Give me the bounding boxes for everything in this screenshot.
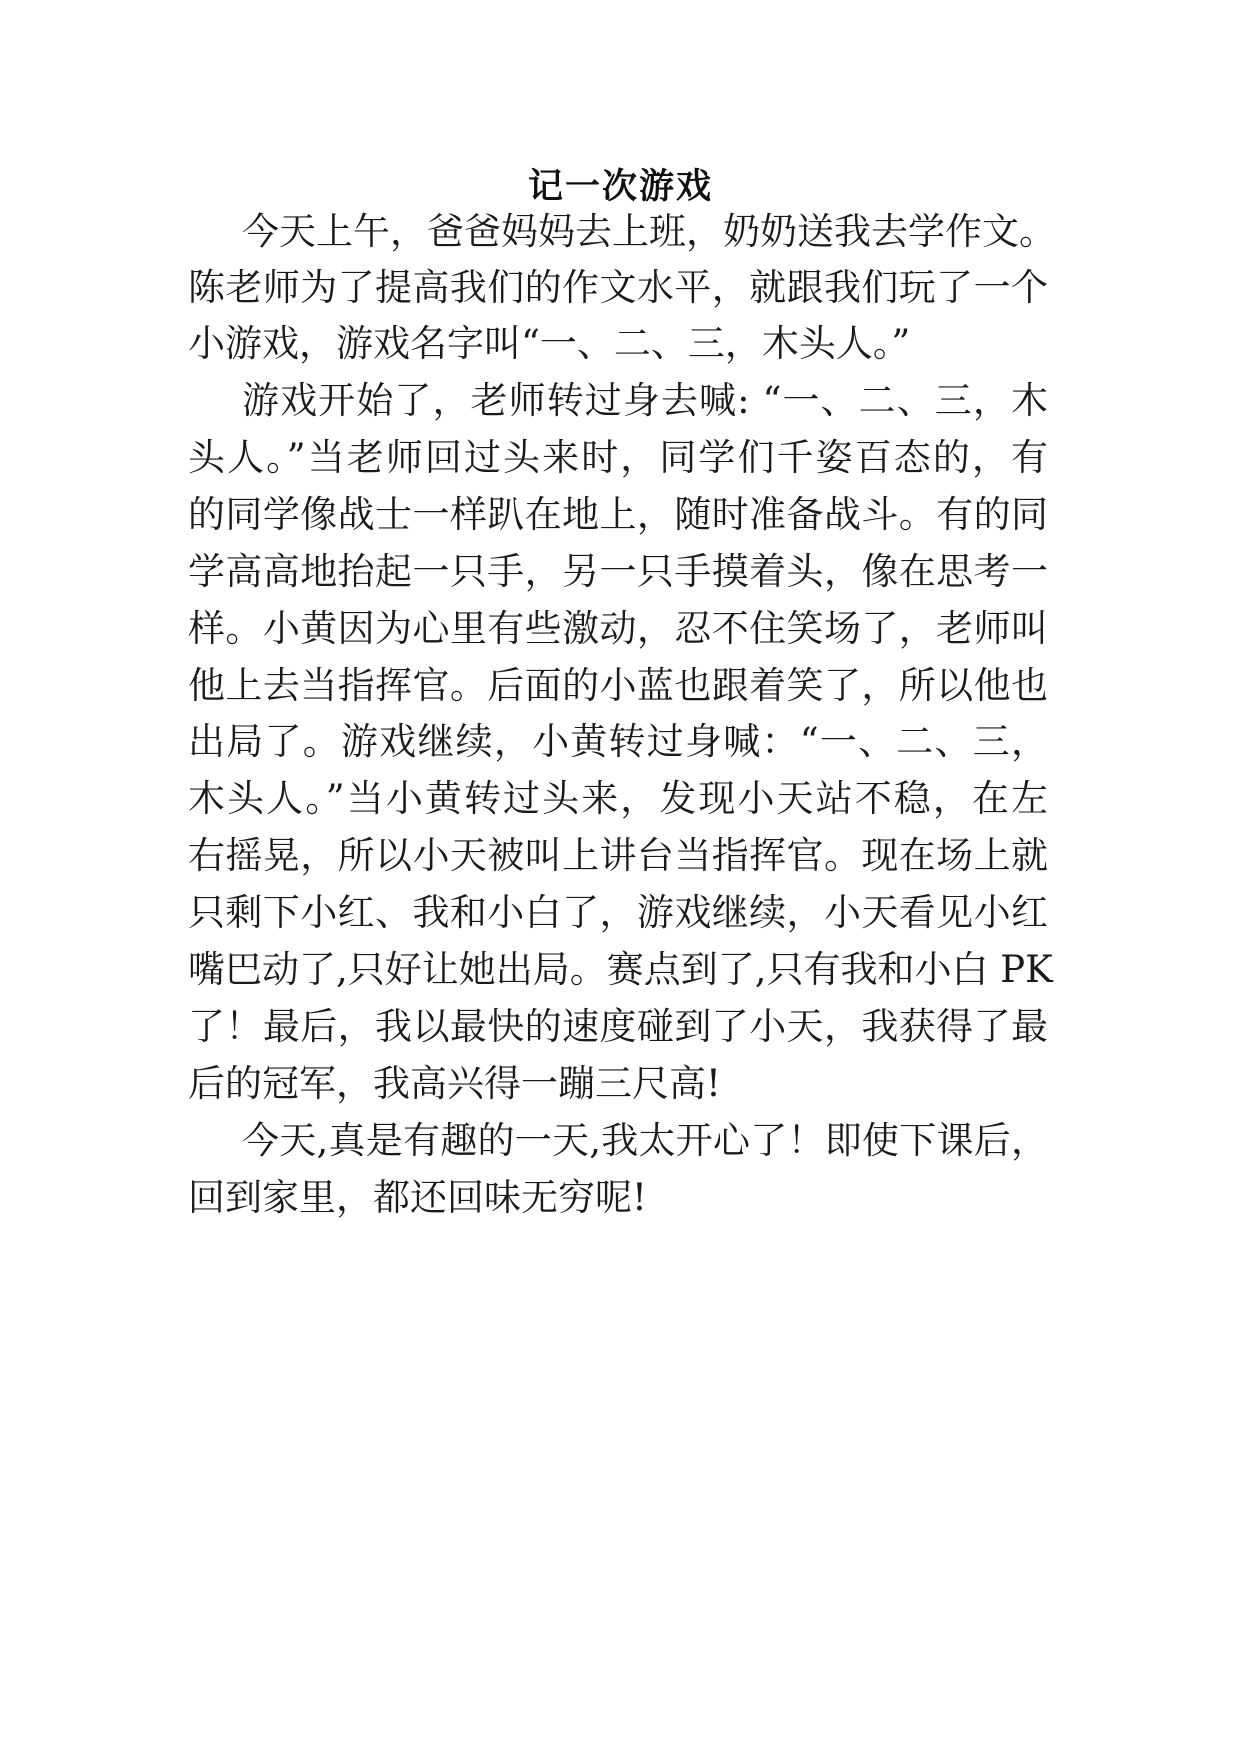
paragraph-2-line-11: 嘴巴动了,只好让她出局。赛点到了,只有我和小白 PK xyxy=(188,948,1053,991)
paragraph-2-line-1: 游戏开始了，老师转过身去喊: “一、二、三，木 xyxy=(242,379,1048,422)
paragraph-2-line-5: 样。小黄因为心里有些激动，忍不住笑场了，老师叫 xyxy=(188,607,1048,650)
paragraph-1-line-1: 今天上午，爸爸妈妈去上班，奶奶送我去学作文。 xyxy=(242,210,1056,253)
paragraph-2-line-6: 他上去当指挥官。后面的小蓝也跟着笑了，所以他也 xyxy=(188,664,1048,707)
paragraph-2-line-12: 了！最后，我以最快的速度碰到了小天，我获得了最 xyxy=(188,1005,1048,1048)
paragraph-2-line-13: 后的冠军，我高兴得一蹦三尺高! xyxy=(188,1062,721,1105)
paragraph-2-line-3: 的同学像战士一样趴在地上，随时准备战斗。有的同 xyxy=(188,493,1048,536)
paragraph-2-line-10: 只剩下小红、我和小白了，游戏继续，小天看见小红 xyxy=(188,891,1048,934)
page-title: 记一次游戏 xyxy=(527,167,713,207)
paragraph-2-line-7: 出局了。游戏继续，小黄转过身喊：“一、二、三， xyxy=(188,720,1048,763)
paragraph-2-line-9: 右摇晃，所以小天被叫上讲台当指挥官。现在场上就 xyxy=(188,834,1048,877)
paragraph-1-line-3: 小游戏，游戏名字叫“一、二、三，木头人。” xyxy=(188,322,911,365)
paragraph-2-line-4: 学高高地抬起一只手，另一只手摸着头，像在思考一 xyxy=(188,550,1048,593)
paragraph-2-line-8: 木头人。”当小黄转过头来，发现小天站不稳，在左 xyxy=(188,777,1048,820)
paragraph-3-line-2: 回到家里，都还回味无穷呢! xyxy=(188,1176,647,1219)
paragraph-1-line-2: 陈老师为了提高我们的作文水平，就跟我们玩了一个 xyxy=(188,266,1048,309)
paragraph-3-line-1: 今天,真是有趣的一天,我太开心了！即使下课后， xyxy=(242,1119,1048,1162)
paragraph-2-line-2: 头人。”当老师回过头来时，同学们千姿百态的，有 xyxy=(188,436,1048,479)
